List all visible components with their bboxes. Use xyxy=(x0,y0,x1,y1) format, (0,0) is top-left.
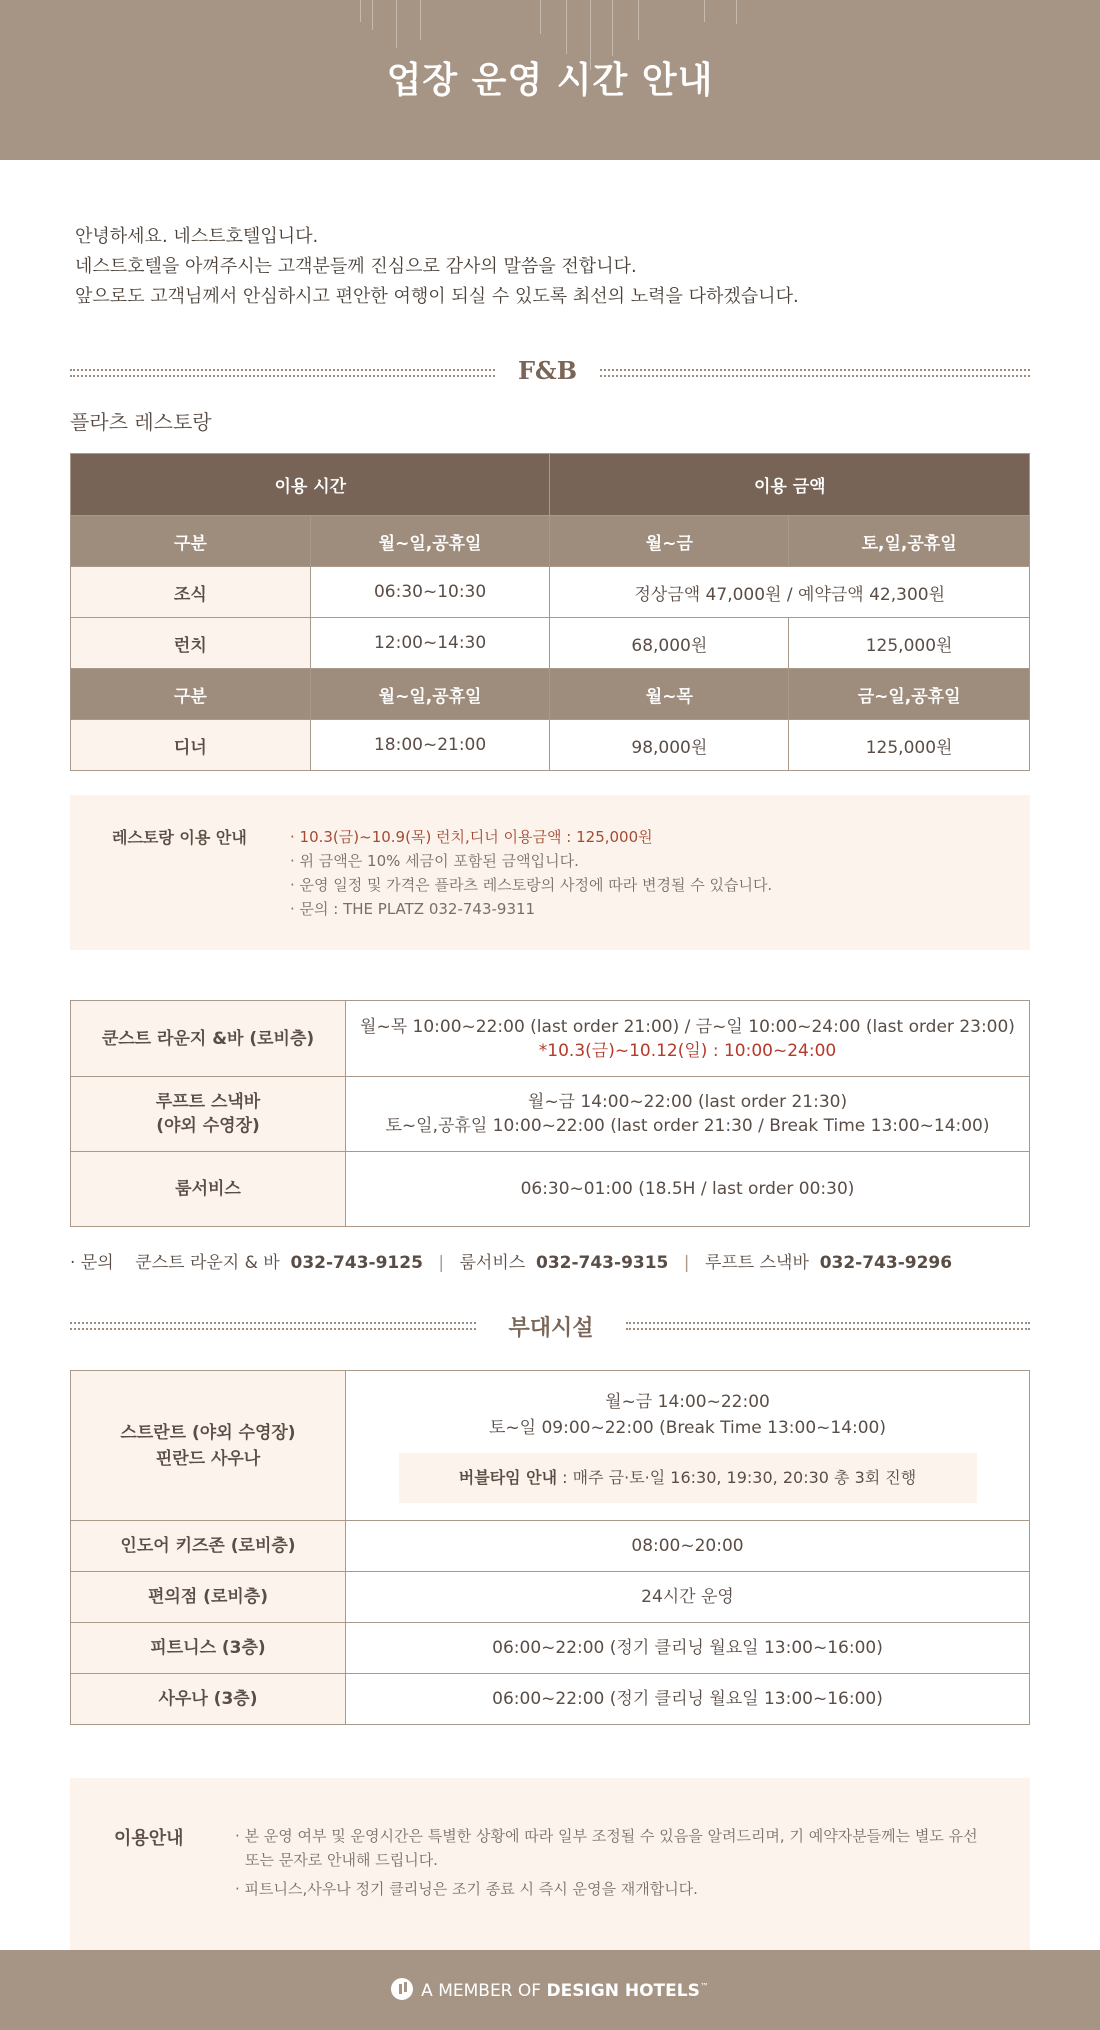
table-row xyxy=(71,1521,1030,1572)
page-title: 업장 운영 시간 안내 xyxy=(386,60,714,101)
lounge-hours-table xyxy=(70,1000,1030,1227)
intro-line: 네스트호텔을 아껴주시는 고객분들께 진심으로 감사의 말씀을 전합니다. xyxy=(75,256,637,277)
brand-tm: ™ xyxy=(699,1982,709,1993)
usage-info xyxy=(70,1778,1030,1950)
facility-hours-line: 월~금 14:00~22:00 xyxy=(605,1391,770,1412)
contact-label: 룸서비스 xyxy=(459,1253,526,1273)
header-decoration xyxy=(360,0,361,22)
facilities-table xyxy=(70,1370,1030,1725)
column-header: 월~일,공휴일 xyxy=(310,516,550,567)
notice-item: · 운영 일정 및 가격은 플라츠 레스토랑의 사정에 따라 변경될 수 있습니다. xyxy=(290,876,773,894)
restaurant-price-table xyxy=(70,453,1030,771)
venue-hours xyxy=(346,1001,1030,1077)
bubble-time-notice xyxy=(399,1453,977,1503)
table-row xyxy=(71,1572,1030,1623)
info-item: · 피트니스,사우나 정기 클리닝은 조기 종료 시 즉시 운영을 재개합니다. xyxy=(235,1880,698,1898)
venue-special-hours: *10.3(금)~10.12(일) : 10:00~24:00 xyxy=(538,1040,837,1061)
meal-price-weekend: 125,000원 xyxy=(789,720,1030,771)
bubble-time-text: : 매주 금·토·일 16:30, 19:30, 20:30 총 3회 진행 xyxy=(557,1467,917,1487)
meal-price-weekend: 125,000원 xyxy=(789,618,1030,669)
facility-name-line: 핀란드 사우나 xyxy=(155,1448,261,1469)
contact-phone[interactable]: 032-743-9125 xyxy=(290,1253,423,1273)
venue-hours-line: 월~목 10:00~22:00 (last order 21:00) / 금~일 10:00~24:00 (last order 23:00) xyxy=(360,1016,1015,1037)
meal-name: 런치 xyxy=(71,618,311,669)
facility-name: 인도어 키즈존 (로비층) xyxy=(71,1521,346,1572)
table-row xyxy=(71,720,1030,771)
brand-prefix: A MEMBER OF xyxy=(421,1981,547,2001)
column-header: 월~일,공휴일 xyxy=(310,669,550,720)
venue-name xyxy=(71,1077,346,1152)
contact-line xyxy=(70,1248,952,1273)
notice-label: 레스토랑 이용 안내 xyxy=(112,828,247,847)
notice-item: · 위 금액은 10% 세금이 포함된 금액입니다. xyxy=(290,852,579,870)
section-divider xyxy=(70,1322,476,1330)
contact-phone[interactable]: 032-743-9315 xyxy=(535,1253,669,1273)
header-decoration xyxy=(736,0,737,24)
meal-time: 18:00~21:00 xyxy=(310,720,550,771)
column-header: 금~일,공휴일 xyxy=(789,669,1030,720)
facility-hours xyxy=(346,1371,1030,1521)
column-header: 구분 xyxy=(71,516,311,567)
table-header-price: 이용 금액 xyxy=(550,454,1030,516)
meal-name: 조식 xyxy=(71,567,311,618)
venue-hours xyxy=(346,1077,1030,1152)
brand-name: DESIGN HOTELS xyxy=(546,1981,700,2001)
header-decoration xyxy=(540,0,541,34)
venue-hours-line: 월~금 14:00~22:00 (last order 21:30) xyxy=(527,1092,848,1112)
table-row xyxy=(71,1152,1030,1227)
fnb-section-title: F&B xyxy=(518,356,577,385)
venue-name: 룸서비스 xyxy=(71,1152,346,1227)
separator: | xyxy=(683,1253,690,1273)
header-decoration xyxy=(566,0,567,54)
table-row xyxy=(71,1001,1030,1077)
table-row xyxy=(71,1623,1030,1674)
table-row xyxy=(71,1077,1030,1152)
column-header: 구분 xyxy=(71,669,311,720)
restaurant-notice xyxy=(70,795,1030,950)
restaurant-name: 플라츠 레스토랑 xyxy=(70,410,212,434)
info-item: · 본 운영 여부 및 운영시간은 특별한 상황에 따라 일부 조정될 수 있음을 알려드리며, 기 예약자분들께는 별도 유선 또는 문자로 안내해 드립니다. xyxy=(235,1827,978,1869)
venue-hours-line: 토~일,공휴일 10:00~22:00 (last order 21:30 / Break Time 13:00~14:00) xyxy=(385,1116,990,1136)
bubble-time-label: 버블타임 안내 xyxy=(458,1467,558,1487)
venue-name-line: (야외 수영장) xyxy=(156,1116,260,1136)
meal-name: 디너 xyxy=(71,720,311,771)
facility-name xyxy=(71,1371,346,1521)
facility-name-line: 스트란트 (야외 수영장) xyxy=(120,1422,296,1443)
info-list xyxy=(235,1824,995,1906)
meal-price-weekday: 98,000원 xyxy=(550,720,789,771)
section-divider xyxy=(70,369,495,377)
page-header xyxy=(0,0,1100,160)
header-decoration xyxy=(638,0,639,40)
header-decoration xyxy=(612,0,613,56)
venue-name-line: 루프트 스낵바 xyxy=(155,1092,261,1112)
table-row xyxy=(71,1674,1030,1725)
meal-time: 12:00~14:30 xyxy=(310,618,550,669)
facility-hours: 06:00~22:00 (정기 클리닝 월요일 13:00~16:00) xyxy=(346,1623,1030,1674)
section-divider xyxy=(600,369,1030,377)
contact-phone[interactable]: 032-743-9296 xyxy=(819,1253,953,1273)
table-header-time: 이용 시간 xyxy=(71,454,550,516)
notice-item: · 문의 : THE PLATZ 032-743-9311 xyxy=(290,900,536,918)
header-decoration xyxy=(704,0,705,22)
notice-item: · 10.3(금)~10.9(목) 런치,디너 이용금액 : 125,000원 xyxy=(290,828,653,846)
intro-text xyxy=(75,222,799,312)
intro-line: 안녕하세요. 네스트호텔입니다. xyxy=(75,226,319,247)
facilities-section-title: 부대시설 xyxy=(508,1316,594,1341)
design-hotels-logo-icon xyxy=(391,1978,413,2000)
meal-price-weekday: 68,000원 xyxy=(550,618,789,669)
table-row xyxy=(71,567,1030,618)
column-header: 월~금 xyxy=(550,516,789,567)
column-header: 토,일,공휴일 xyxy=(789,516,1030,567)
facility-hours-line: 토~일 09:00~22:00 (Break Time 13:00~14:00) xyxy=(488,1417,887,1438)
info-label: 이용안내 xyxy=(114,1828,184,1849)
table-row xyxy=(71,1371,1030,1521)
venue-hours: 06:30~01:00 (18.5H / last order 00:30) xyxy=(346,1152,1030,1227)
contact-prefix: · 문의 xyxy=(70,1253,114,1273)
contact-label: 쿤스트 라운지 & 바 xyxy=(135,1253,280,1273)
header-decoration xyxy=(396,0,397,48)
facility-hours: 06:00~22:00 (정기 클리닝 월요일 13:00~16:00) xyxy=(346,1674,1030,1725)
facility-name: 사우나 (3층) xyxy=(71,1674,346,1725)
section-divider xyxy=(626,1322,1030,1330)
table-row xyxy=(71,618,1030,669)
facility-hours: 08:00~20:00 xyxy=(346,1521,1030,1572)
meal-price: 정상금액 47,000원 / 예약금액 42,300원 xyxy=(550,567,1030,618)
column-header: 월~목 xyxy=(550,669,789,720)
venue-name: 쿤스트 라운지 &바 (로비층) xyxy=(71,1001,346,1077)
header-decoration xyxy=(420,0,421,40)
design-hotels-brand xyxy=(0,1978,1100,2001)
facility-hours: 24시간 운영 xyxy=(346,1572,1030,1623)
intro-line: 앞으로도 고객님께서 안심하시고 편안한 여행이 되실 수 있도록 최선의 노력을 다하겠습니다. xyxy=(75,286,799,307)
separator: | xyxy=(438,1253,445,1273)
notice-list xyxy=(290,825,772,921)
page-footer xyxy=(0,1950,1100,2030)
header-decoration xyxy=(372,0,373,30)
meal-time: 06:30~10:30 xyxy=(310,567,550,618)
facility-name: 편의점 (로비층) xyxy=(71,1572,346,1623)
facility-name: 피트니스 (3층) xyxy=(71,1623,346,1674)
contact-label: 루프트 스낵바 xyxy=(704,1253,809,1273)
